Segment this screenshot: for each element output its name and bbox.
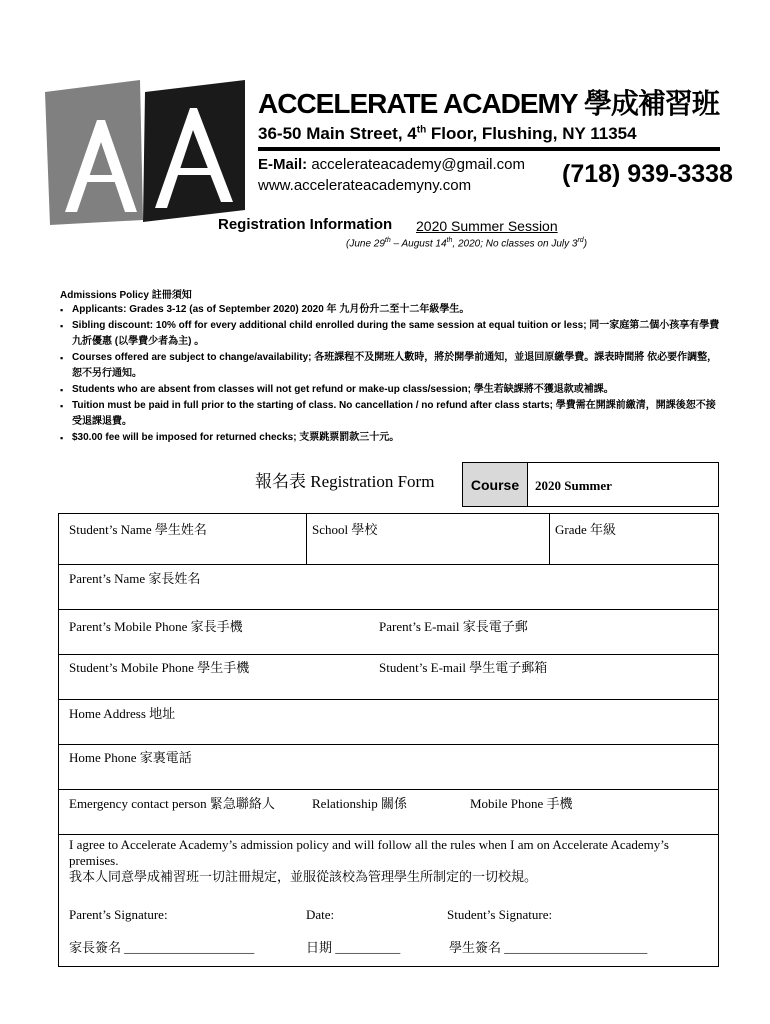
course-label: Course bbox=[463, 463, 528, 506]
relationship-field[interactable]: Relationship 關係 bbox=[312, 796, 407, 811]
student-email-field[interactable]: Student’s E-mail 學生電子郵箱 bbox=[379, 660, 548, 675]
academy-phone: (718) 939-3338 bbox=[562, 160, 733, 188]
agreement-english: I agree to Accelerate Academy’s admission policy and will follow all the rules when I am on Accelerate Academy’s premises. bbox=[69, 837, 669, 868]
emergency-contact-field[interactable]: Emergency contact person 緊急聯絡人 bbox=[69, 796, 275, 811]
divider bbox=[59, 564, 718, 565]
divider bbox=[59, 654, 718, 655]
session-dates: (June 29th – August 14th, 2020; No classes on July 3rd) bbox=[346, 237, 588, 250]
school-field[interactable]: School 學校 bbox=[312, 522, 378, 537]
student-mobile-field[interactable]: Student’s Mobile Phone 學生手機 bbox=[69, 660, 250, 675]
agreement-text bbox=[69, 837, 709, 885]
grade-field[interactable]: Grade 年級 bbox=[555, 522, 617, 537]
academy-email[interactable]: E-Mail: accelerateacademy@gmail.com bbox=[258, 156, 525, 173]
academy-address: 36-50 Main Street, 4th Floor, Flushing, NY 11354 bbox=[258, 124, 637, 143]
academy-logo bbox=[45, 80, 250, 225]
policy-item: ▪ Tuition must be paid in full prior to the starting of class. No cancellation / no refund after class starts; 學費需在開課前繳清，開課後恕不接受退課退費。 bbox=[60, 398, 725, 430]
student-signature-line[interactable]: 學生簽名 ______________________ bbox=[449, 940, 648, 955]
divider bbox=[59, 834, 718, 835]
emergency-mobile-field[interactable]: Mobile Phone 手機 bbox=[470, 796, 573, 811]
academy-title: ACCELERATE ACADEMY 學成補習班 bbox=[258, 88, 719, 119]
divider bbox=[306, 514, 307, 564]
session-name: 2020 Summer Session bbox=[416, 218, 558, 234]
divider bbox=[59, 699, 718, 700]
parent-mobile-field[interactable]: Parent’s Mobile Phone 家長手機 bbox=[69, 619, 243, 634]
registration-form bbox=[58, 513, 719, 967]
policy-item: ▪ Students who are absent from classes will not get refund or make-up class/session; 學生若缺課將不獲退款或補課。 bbox=[60, 382, 725, 398]
header-rule bbox=[258, 147, 720, 151]
academy-website[interactable]: www.accelerateacademyny.com bbox=[258, 177, 472, 194]
policy-item: ▪ $30.00 fee will be imposed for returned checks; 支票跳票罰款三十元。 bbox=[60, 430, 725, 446]
date-label: Date: bbox=[306, 907, 335, 922]
divider bbox=[59, 744, 718, 745]
course-box bbox=[462, 462, 719, 507]
course-value: 2020 Summer bbox=[535, 478, 612, 493]
student-name-field[interactable]: Student’s Name 學生姓名 bbox=[69, 522, 207, 537]
policy-heading: Admissions Policy 註冊須知 bbox=[60, 290, 192, 301]
parent-signature-line[interactable]: 家長簽名 ____________________ bbox=[69, 940, 255, 955]
divider bbox=[59, 609, 718, 610]
parent-signature-label: Parent’s Signature: bbox=[69, 907, 168, 922]
parent-email-field[interactable]: Parent’s E-mail 家長電子郵 bbox=[379, 619, 528, 634]
policy-list bbox=[60, 302, 725, 446]
parent-name-field[interactable]: Parent’s Name 家長姓名 bbox=[69, 571, 201, 586]
divider bbox=[549, 514, 550, 564]
home-phone-field[interactable]: Home Phone 家裏電話 bbox=[69, 750, 192, 765]
home-address-field[interactable]: Home Address 地址 bbox=[69, 706, 176, 721]
policy-item: ▪ Courses offered are subject to change/availability; 各班課程不及開班人數時，將於開學前通知，並退回原繳學費。課表時間將 依必要作調整，恕不另行通知。 bbox=[60, 350, 725, 382]
policy-item: ▪ Sibling discount: 10% off for every additional child enrolled during the same session at equal tuition or less; 同一家庭第二個小孩享有學費九折優惠 (以學費少者為主) 。 bbox=[60, 318, 725, 350]
date-line[interactable]: 日期 __________ bbox=[306, 940, 401, 955]
student-signature-label: Student’s Signature: bbox=[447, 907, 553, 922]
divider bbox=[59, 789, 718, 790]
registration-heading: Registration Information bbox=[218, 216, 393, 233]
policy-item: ▪ Applicants: Grades 3-12 (as of September 2020) 2020 年 九月份升二至十二年級學生。 bbox=[60, 302, 725, 318]
form-title: 報名表 Registration Form bbox=[255, 472, 435, 491]
agreement-chinese: 我本人同意學成補習班一切註冊規定，並服從該校為管理學生所制定的一切校規。 bbox=[69, 869, 538, 884]
